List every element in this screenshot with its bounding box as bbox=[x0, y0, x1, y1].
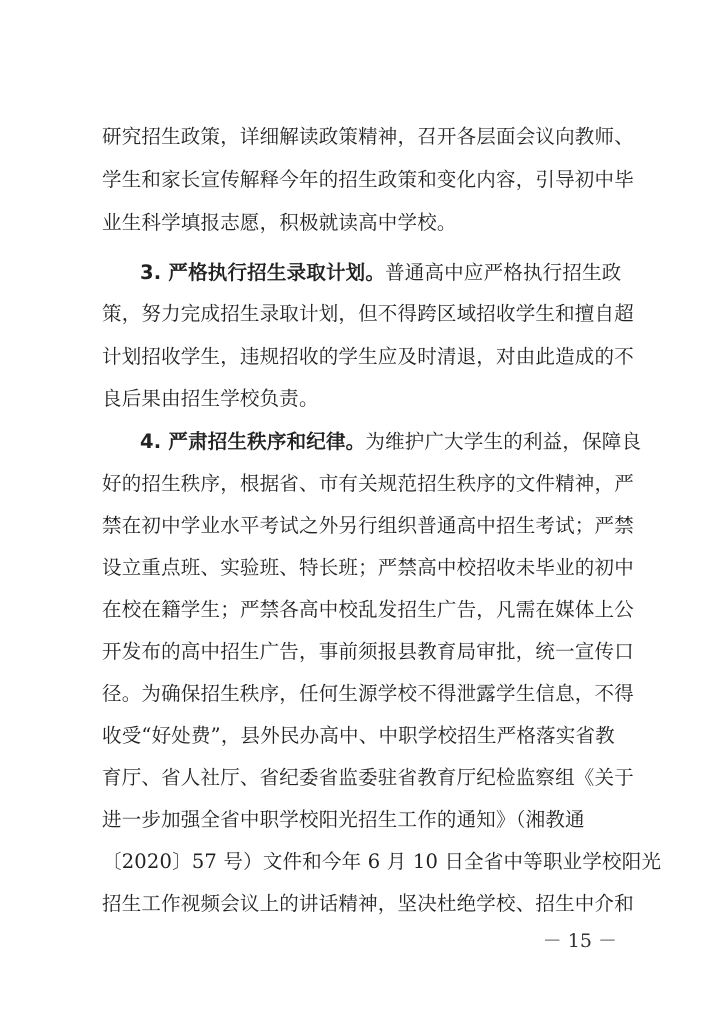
text-run: 为维护广大学生的利益，保障良 bbox=[365, 430, 642, 453]
paragraph-first-line bbox=[140, 428, 642, 456]
text-run: 普通高中应严格执行招生政 bbox=[385, 261, 622, 284]
text-line: 招生工作视频会议上的讲话精神，坚决杜绝学校、招生中介和 bbox=[102, 892, 634, 915]
text-line: 进一步加强全省中职学校阳光招生工作的通知》（湘教通 bbox=[102, 808, 585, 831]
text-line: 育厅、省人社厅、省纪委省监委驻省教育厅纪检监察组《关于 bbox=[102, 766, 634, 789]
text-line: 在校在籍学生；严禁各高中校乱发招生广告，凡需在媒体上公 bbox=[102, 598, 634, 621]
text-line: 业生科学填报志愿，积极就读高中学校。 bbox=[102, 211, 457, 234]
text-line: 计划招收学生，违规招收的学生应及时清退，对由此造成的不 bbox=[102, 345, 634, 368]
text-line: 径。为确保招生秩序，任何生源学校不得泄露学生信息，不得 bbox=[102, 682, 634, 705]
text-line: 策，努力完成招生录取计划，但不得跨区域招收学生和擅自超 bbox=[102, 302, 634, 325]
section-heading: 3. 严格执行招生录取计划。 bbox=[140, 261, 386, 284]
text-line: 学生和家长宣传解释今年的招生政策和变化内容，引导初中毕 bbox=[102, 168, 634, 191]
text-line: 研究招生政策，详细解读政策精神，召开各层面会议向教师、 bbox=[102, 125, 634, 148]
text-line: 〔2020〕57 号）文件和今年 6 月 10 日全省中等职业学校阳光 bbox=[102, 850, 662, 873]
paragraph-first-line bbox=[140, 259, 622, 287]
text-line: 收受“好处费”，县外民办高中、中职学校招生严格落实省教 bbox=[102, 724, 615, 747]
text-line: 设立重点班、实验班、特长班；严禁高中校招收未毕业的初中 bbox=[102, 556, 634, 579]
page-number: － 15 － bbox=[542, 930, 617, 952]
text-line: 好的招生秩序，根据省、市有关规范招生秩序的文件精神，严 bbox=[102, 472, 634, 495]
text-line: 禁在初中学业水平考试之外另行组织普通高中招生考试；严禁 bbox=[102, 514, 634, 537]
text-line: 良后果由招生学校负责。 bbox=[102, 387, 319, 410]
text-line: 开发布的高中招生广告，事前须报县教育局审批，统一宣传口 bbox=[102, 640, 634, 663]
section-heading: 4. 严肃招生秩序和纪律。 bbox=[140, 430, 366, 453]
